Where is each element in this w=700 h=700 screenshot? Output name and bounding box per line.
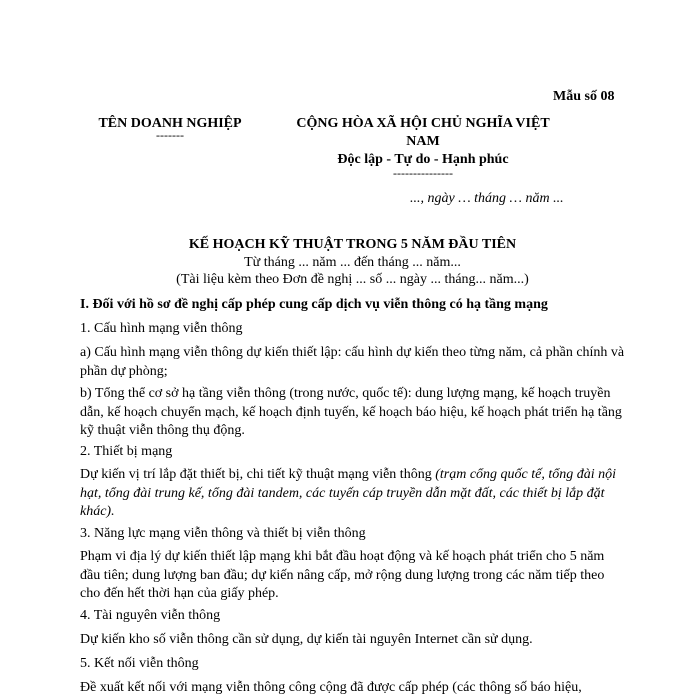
- item-heading-3: 3. Năng lực mạng viễn thông và thiết bị viễn thông: [80, 526, 366, 541]
- date-line: ..., ngày … tháng … năm ...: [410, 191, 564, 206]
- company-rule: -------: [156, 128, 184, 142]
- document-title: KẾ HOẠCH KỸ THUẬT TRONG 5 NĂM ĐẦU TIÊN: [188, 237, 517, 252]
- country-name-line2: NAM: [406, 134, 440, 149]
- motto-rule: ---------------: [393, 166, 453, 180]
- company-name: TÊN DOANH NGHIỆP: [98, 116, 242, 131]
- item-heading-5: 5. Kết nối viễn thông: [80, 656, 199, 671]
- form-number: Mẫu số 08: [553, 89, 615, 104]
- paragraph-1b: b) Tổng thể cơ sở hạ tầng viễn thông (trong nước, quốc tế): dung lượng mạng, kế hoạch truyền dẫn, kế hoạch chuyển mạch, kế hoạch định tuyến, kế hoạch báo hiệu, kế hoạch phát triển hạ tầng kỹ thuật viễn thông thụ động.: [80, 386, 622, 438]
- paragraph-5: Đề xuất kết nối với mạng viễn thông công cộng đã được cấp phép (các thông số báo hiệu,: [80, 680, 582, 695]
- item-heading-1: 1. Cấu hình mạng viễn thông: [80, 321, 243, 336]
- paragraph-2-text: Dự kiến vị trí lắp đặt thiết bị, chi tiết kỹ thuật mạng viễn thông: [80, 467, 436, 482]
- item-heading-4: 4. Tài nguyên viễn thông: [80, 608, 221, 623]
- paragraph-4: Dự kiến kho số viễn thông cần sử dụng, dự kiến tài nguyên Internet cần sử dụng.: [80, 632, 533, 647]
- paragraph-2: [80, 466, 625, 522]
- country-name-line1: CỘNG HÒA XÃ HỘI CHỦ NGHĨA VIỆT: [296, 116, 550, 131]
- attachment-note: (Tài liệu kèm theo Đơn đề nghị ... số ... ngày ... tháng... năm...): [176, 272, 529, 287]
- item-heading-2: 2. Thiết bị mạng: [80, 444, 173, 459]
- document-subtitle: Từ tháng ... năm ... đến tháng ... năm...: [244, 255, 461, 270]
- paragraph-1a: a) Cấu hình mạng viễn thông dự kiến thiết lập: cấu hình dự kiến theo từng năm, cả phần chính và phần dự phòng;: [80, 345, 625, 379]
- motto: Độc lập - Tự do - Hạnh phúc: [337, 152, 509, 167]
- paragraph-3: Phạm vi địa lý dự kiến thiết lập mạng khi bắt đầu hoạt động và kế hoạch phát triển cho 5 năm đầu tiên; dung lượng ban đầu; dự kiến nâng cấp, mở rộng dung lượng trong các năm tiếp theo cho đến hết thời hạn của giấy phép.: [80, 549, 605, 601]
- section-heading: I. Đối với hồ sơ đề nghị cấp phép cung cấp dịch vụ viễn thông có hạ tầng mạng: [80, 297, 548, 312]
- paragraph-2-italic: (trạm cổng quốc tế, tổng đài nội hạt, tổng đài trung kế, tổng đài tandem, các tuyến cáp truyền dẫn mặt đất, các thiết bị lắp đặt khác).: [80, 467, 617, 519]
